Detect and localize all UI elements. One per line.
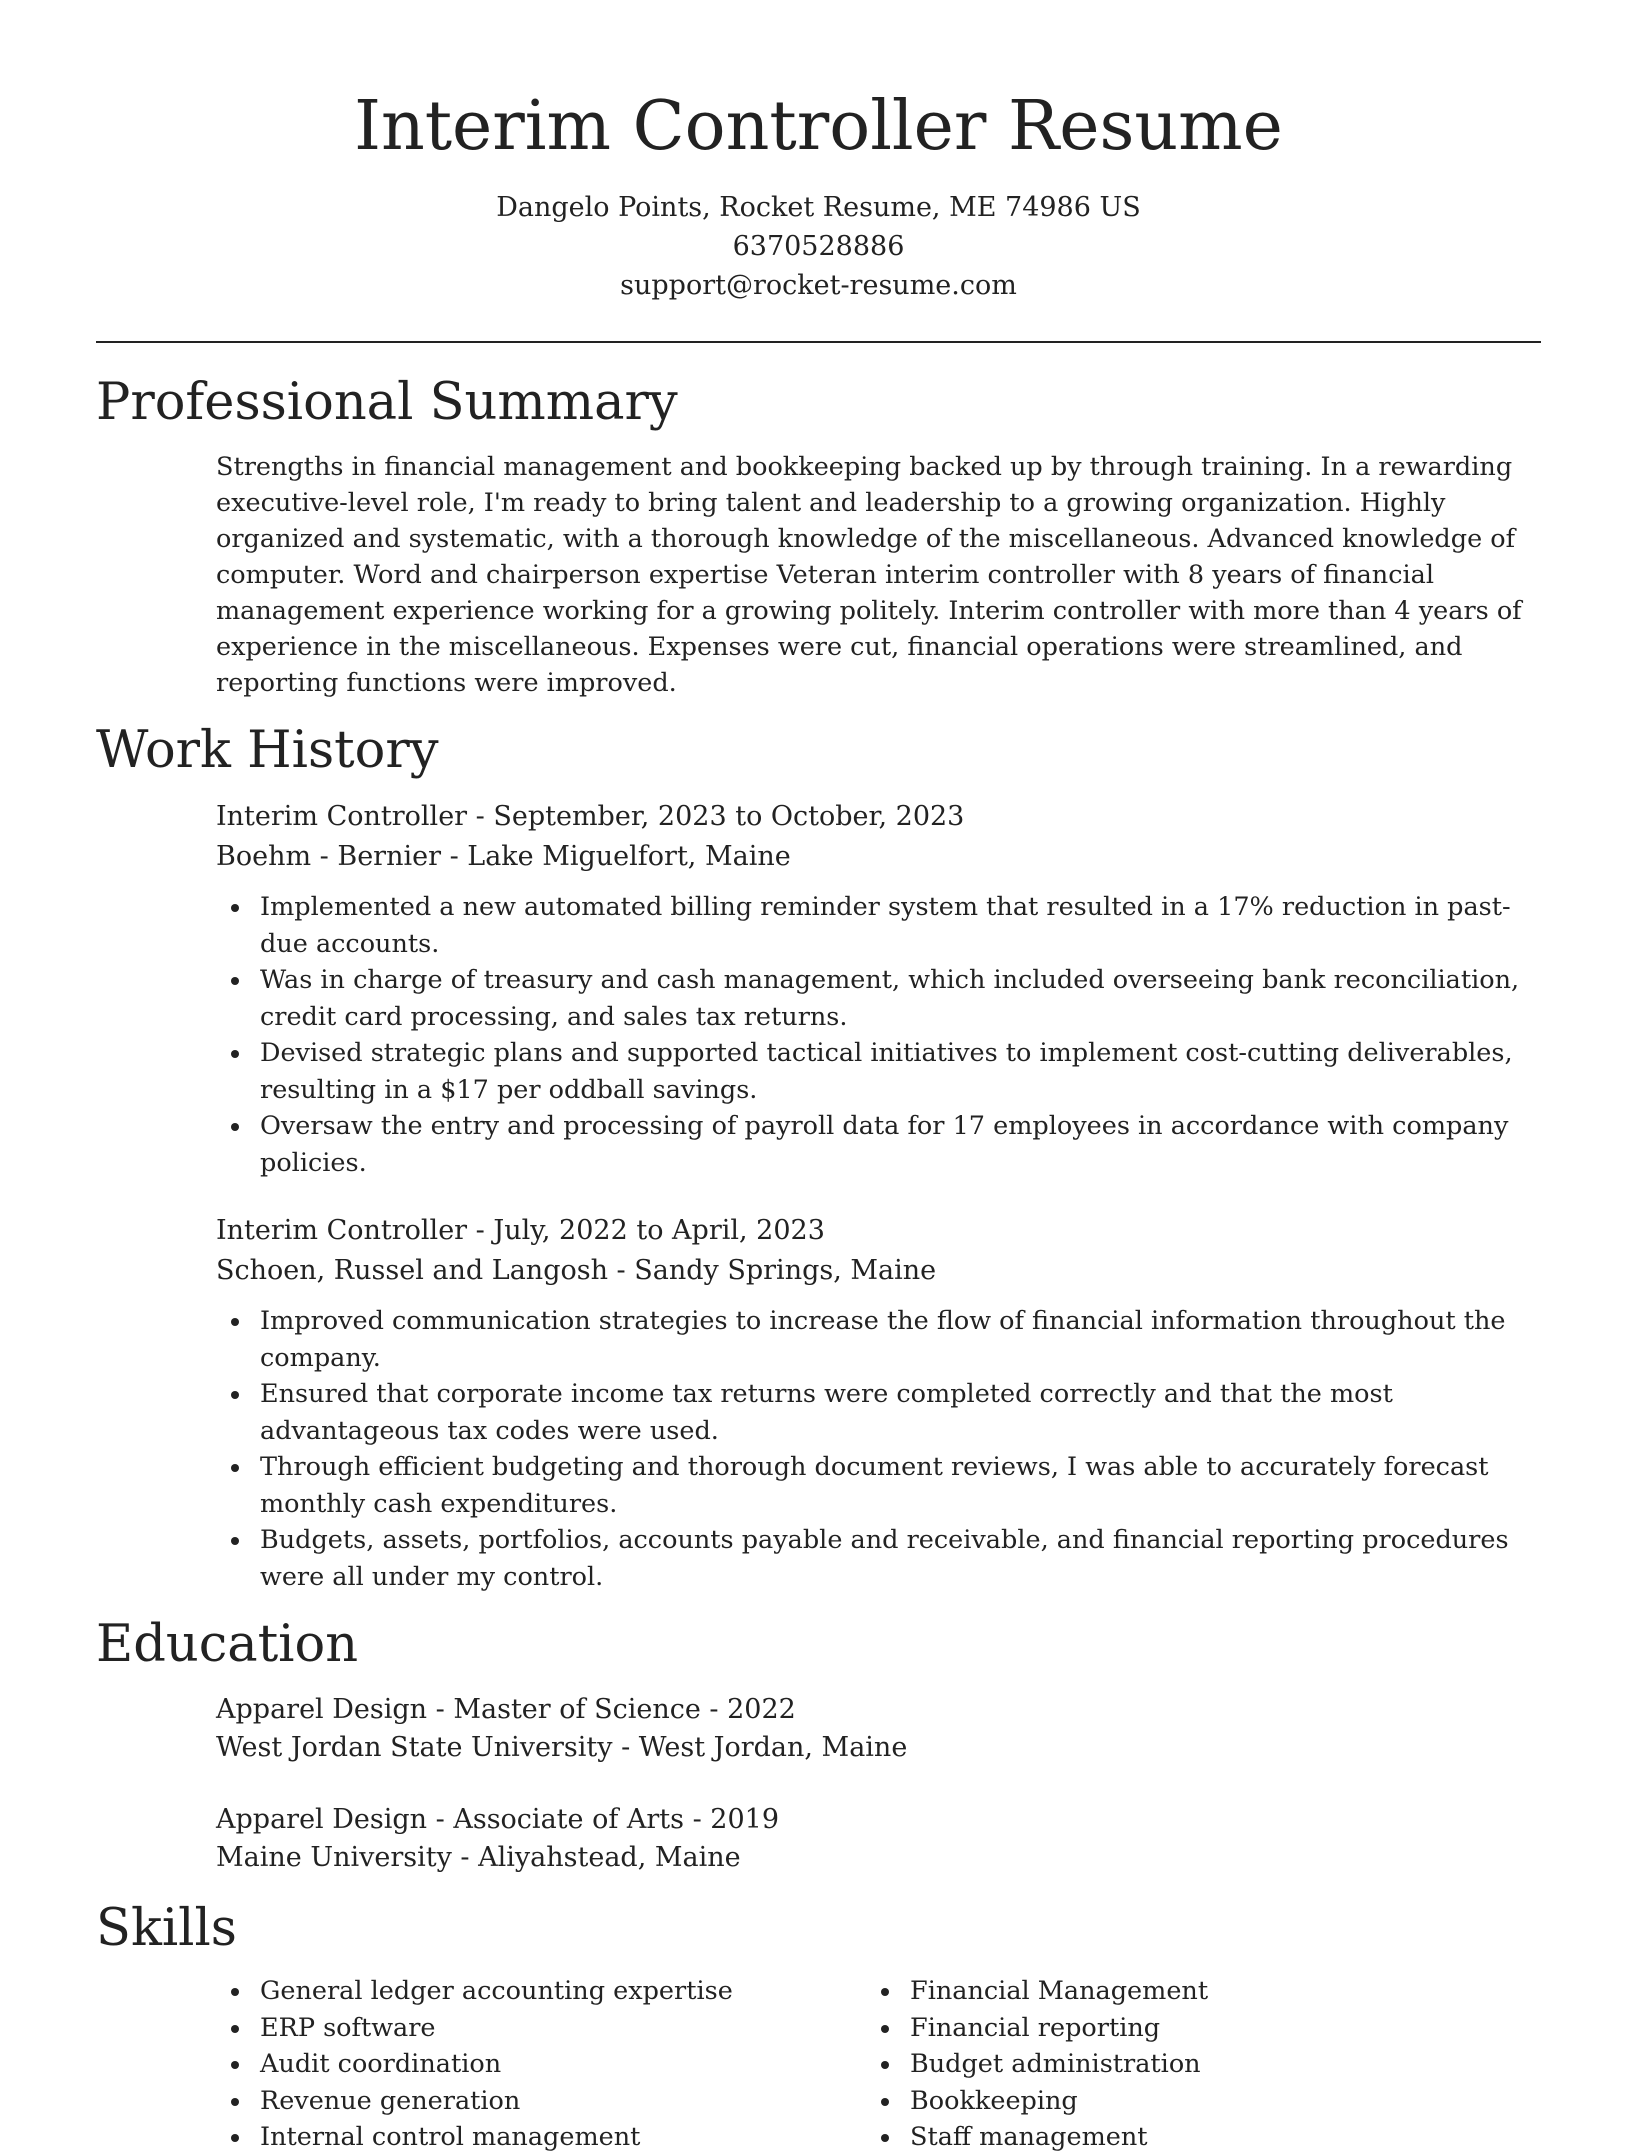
resume-header — [96, 0, 1541, 305]
skill-item: ERP software — [216, 2010, 866, 2047]
contact-address: Dangelo Points, Rocket Resume, ME 74986 US — [496, 192, 1141, 223]
skill-item: Financial reporting — [866, 2010, 1516, 2047]
job-bullet: Devised strategic plans and supported tactical initiatives to implement cost-cutting deliverables, resulting in a $17 per oddball savings. — [216, 1035, 1541, 1108]
skill-item: Audit coordination — [216, 2046, 866, 2083]
job-bullets — [216, 1303, 1541, 1595]
header-divider — [96, 341, 1541, 343]
job-title-line: Interim Controller - September, 2023 to October, 2023 — [216, 801, 965, 832]
job-bullet: Budgets, assets, portfolios, accounts payable and receivable, and financial reporting procedures were all under my control. — [216, 1522, 1541, 1595]
skill-item: Internal control management — [216, 2119, 866, 2156]
work-history-heading: Work History — [96, 721, 439, 780]
summary-heading: Professional Summary — [96, 373, 678, 432]
job-bullets — [216, 889, 1541, 1181]
skill-item: Staff management — [866, 2119, 1516, 2156]
education-section — [96, 1609, 1541, 1877]
skill-item: Financial Management — [866, 1973, 1516, 2010]
skills-columns — [216, 1965, 1541, 2156]
job-title-line: Interim Controller - July, 2022 to April, 2023 — [216, 1215, 825, 1246]
education-heading: Education — [96, 1615, 359, 1674]
education-school-line: Maine University - Aliyahstead, Maine — [216, 1842, 741, 1873]
skill-item: Budget administration — [866, 2046, 1516, 2083]
resume-title: Interim Controller Resume — [354, 87, 1283, 166]
job-bullet: Implemented a new automated billing reminder system that resulted in a 17% reduction in past-due accounts. — [216, 889, 1541, 962]
education-degree-line: Apparel Design - Master of Science - 2022 — [216, 1694, 796, 1725]
contact-phone: 6370528886 — [732, 231, 905, 262]
skills-list — [216, 1973, 866, 2156]
skills-section — [96, 1893, 1541, 2156]
education-degree-line: Apparel Design - Associate of Arts - 2019 — [216, 1804, 780, 1835]
education-entry — [216, 1801, 1541, 1877]
education-entry — [216, 1691, 1541, 1767]
job-bullet: Oversaw the entry and processing of payroll data for 17 employees in accordance with company policies. — [216, 1108, 1541, 1181]
contact-block — [96, 188, 1541, 305]
summary-text: Strengths in financial management and bookkeeping backed up by through training. In a rewarding executive-level role, I'm ready to bring talent and leadership to a growing organization. Highly organized and systematic, with a thorough knowledge of the miscellaneous. Advanced knowledge of computer. Word and chairperson expertise Veteran interim controller with 8 years of financial management experience working for a growing politely. Interim controller with more than 4 years of experience in the miscellaneous. Expenses were cut, financial operations were streamlined, and reporting functions were improved. — [216, 452, 1522, 698]
skill-item: Bookkeeping — [866, 2083, 1516, 2120]
job-company-line: Boehm - Bernier - Lake Miguelfort, Maine — [216, 841, 791, 872]
job-bullet: Was in charge of treasury and cash management, which included overseeing bank reconciliation, credit card processing, and sales tax returns. — [216, 962, 1541, 1035]
contact-email: support@rocket-resume.com — [620, 270, 1017, 301]
job-bullet: Through efficient budgeting and thorough document reviews, I was able to accurately forecast monthly cash expenditures. — [216, 1449, 1541, 1522]
job-bullet: Improved communication strategies to increase the flow of financial information throughout the company. — [216, 1303, 1541, 1376]
education-school-line: West Jordan State University - West Jordan, Maine — [216, 1732, 908, 1763]
job-company-line: Schoen, Russel and Langosh - Sandy Springs, Maine — [216, 1255, 937, 1286]
skills-column-left — [216, 1965, 866, 2156]
skill-item: Revenue generation — [216, 2083, 866, 2120]
resume-page — [96, 0, 1541, 2156]
skills-heading: Skills — [96, 1899, 237, 1958]
job-bullet: Ensured that corporate income tax returns were completed correctly and that the most advantageous tax codes were used. — [216, 1376, 1541, 1449]
skills-list — [866, 1973, 1516, 2156]
skills-column-right — [866, 1965, 1516, 2156]
job-entry — [216, 797, 1541, 1181]
job-entry — [216, 1211, 1541, 1595]
skill-item: General ledger accounting expertise — [216, 1973, 866, 2010]
summary-section — [96, 367, 1541, 701]
work-history-section — [96, 715, 1541, 1595]
